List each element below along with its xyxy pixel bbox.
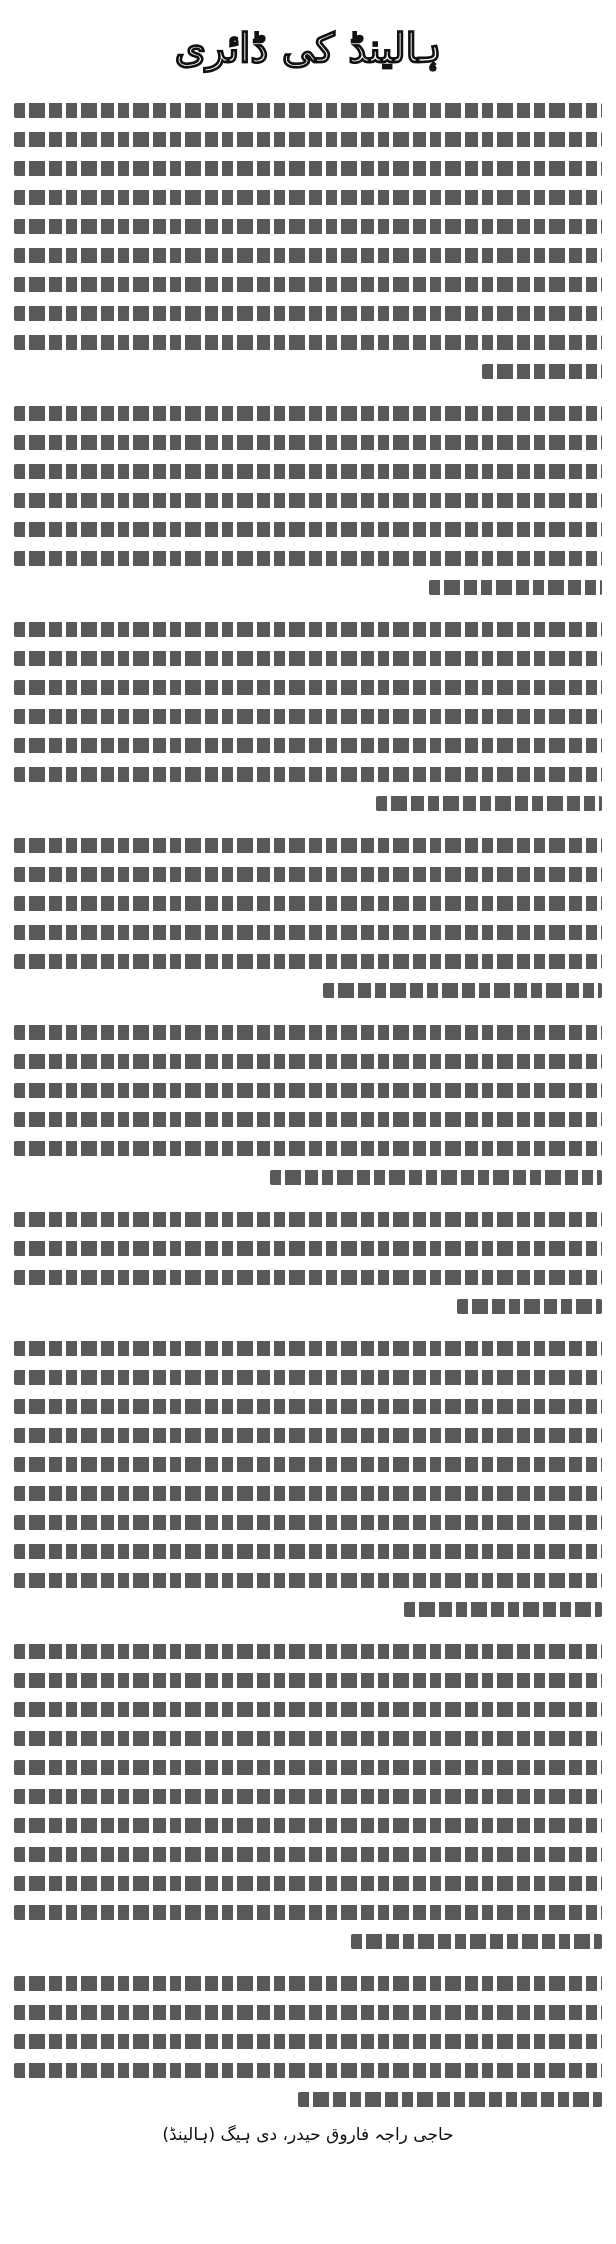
- text-line: [14, 573, 602, 602]
- text-line: [14, 1076, 602, 1105]
- text-line: [14, 889, 602, 918]
- text-line: [14, 1724, 602, 1753]
- body-paragraph: [14, 1018, 602, 1192]
- text-line: [14, 1898, 602, 1927]
- text-line: [14, 515, 602, 544]
- body-paragraph: [14, 1205, 602, 1321]
- article-body: [14, 96, 602, 2114]
- text-line: [14, 1508, 602, 1537]
- text-line: [14, 1927, 602, 1956]
- text-line: [14, 544, 602, 573]
- text-line: [14, 1163, 602, 1192]
- text-line: [14, 1869, 602, 1898]
- article-byline: حاجی راجہ فاروق حیدر، دی ہیگ (ہالینڈ): [162, 2125, 454, 2145]
- text-line: [14, 1695, 602, 1724]
- text-line: [14, 1392, 602, 1421]
- body-paragraph: [14, 1334, 602, 1624]
- text-line: [14, 1666, 602, 1695]
- text-line: [14, 947, 602, 976]
- text-line: [14, 457, 602, 486]
- text-line: [14, 1363, 602, 1392]
- text-line: [14, 1334, 602, 1363]
- text-line: [14, 270, 602, 299]
- text-line: [14, 860, 602, 889]
- text-line: [14, 212, 602, 241]
- text-line: [14, 673, 602, 702]
- text-line: [14, 2027, 602, 2056]
- body-paragraph: [14, 1637, 602, 1956]
- text-line: [14, 1969, 602, 1998]
- text-line: [14, 1421, 602, 1450]
- text-line: [14, 428, 602, 457]
- title-block: [14, 0, 602, 96]
- text-line: [14, 1840, 602, 1869]
- body-paragraph: [14, 615, 602, 818]
- text-line: [14, 299, 602, 328]
- text-line: [14, 1811, 602, 1840]
- text-line: [14, 976, 602, 1005]
- text-line: [14, 241, 602, 270]
- body-paragraph: [14, 399, 602, 602]
- text-line: [14, 1595, 602, 1624]
- text-line: [14, 918, 602, 947]
- text-line: [14, 702, 602, 731]
- text-line: [14, 125, 602, 154]
- text-line: [14, 1263, 602, 1292]
- text-line: [14, 1782, 602, 1811]
- text-line: [14, 1234, 602, 1263]
- text-line: [14, 486, 602, 515]
- text-line: [14, 1450, 602, 1479]
- text-line: [14, 1566, 602, 1595]
- text-line: [14, 789, 602, 818]
- text-line: [14, 1205, 602, 1234]
- text-line: [14, 96, 602, 125]
- text-line: [14, 328, 602, 357]
- body-paragraph: [14, 1969, 602, 2114]
- text-line: [14, 183, 602, 212]
- text-line: [14, 831, 602, 860]
- body-paragraph: [14, 96, 602, 386]
- article-title: ہالینڈ کی ڈائری: [174, 24, 442, 72]
- text-line: [14, 1998, 602, 2027]
- text-line: [14, 731, 602, 760]
- text-line: [14, 1479, 602, 1508]
- text-line: [14, 154, 602, 183]
- text-line: [14, 1637, 602, 1666]
- text-line: [14, 1134, 602, 1163]
- text-line: [14, 2085, 602, 2114]
- text-line: [14, 1047, 602, 1076]
- text-line: [14, 1292, 602, 1321]
- text-line: [14, 760, 602, 789]
- text-line: [14, 2056, 602, 2085]
- text-line: [14, 644, 602, 673]
- text-line: [14, 1105, 602, 1134]
- text-line: [14, 1018, 602, 1047]
- text-line: [14, 399, 602, 428]
- text-line: [14, 615, 602, 644]
- text-line: [14, 357, 602, 386]
- body-paragraph: [14, 831, 602, 1005]
- text-line: [14, 1753, 602, 1782]
- text-line: [14, 1537, 602, 1566]
